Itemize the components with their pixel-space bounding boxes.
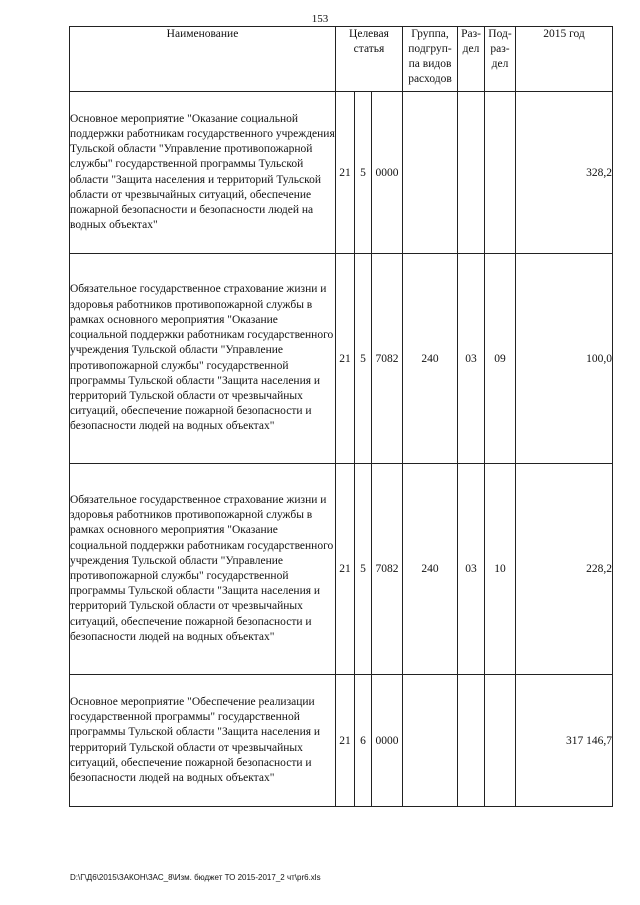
table-row xyxy=(70,675,613,807)
header-year: 2015 год xyxy=(516,27,613,92)
header-section: Раз-дел xyxy=(458,27,485,92)
row-code-program: 21 xyxy=(336,92,355,254)
row-code-subprogram: 5 xyxy=(355,254,372,464)
header-subsection: Под-раз-дел xyxy=(485,27,516,92)
table-row xyxy=(70,92,613,254)
row-amount: 100,0 xyxy=(516,254,613,464)
row-section xyxy=(458,675,485,807)
row-name: Основное мероприятие "Обеспечение реализации государственной программы" государственной программы Тульской области "Защита населения и территорий Тульской области от чрезвычайных ситуаций, обеспечение пожарной безопасности и безопасности людей на водных объектах" xyxy=(70,675,336,807)
table-row xyxy=(70,464,613,675)
header-group: Группа, подгруп-па видов расходов xyxy=(403,27,458,92)
row-code-direction: 0000 xyxy=(372,92,403,254)
row-amount: 317 146,7 xyxy=(516,675,613,807)
header-name: Наименование xyxy=(70,27,336,92)
table-header-row xyxy=(70,27,613,92)
row-section: 03 xyxy=(458,464,485,675)
row-group xyxy=(403,675,458,807)
row-section xyxy=(458,92,485,254)
footer-file-path: D:\Г\Д6\2015\ЗАКОН\ЗАС_8\Изм. бюджет ТО 2015-2017_2 чт\pr6.xls xyxy=(70,873,321,882)
header-target-article: Целевая статья xyxy=(336,27,403,92)
page-number: 153 xyxy=(311,13,329,25)
budget-table xyxy=(69,26,613,807)
row-code-program: 21 xyxy=(336,254,355,464)
row-subsection xyxy=(485,92,516,254)
row-name: Обязательное государственное страхование жизни и здоровья работников противопожарной службы в рамках основного мероприятия "Оказание социальной поддержки работникам государственного учреждения Тульской области "Управление противопожарной службы" государственной программы Тульской области "Защита населения и территорий Тульской области от чрезвычайных ситуаций, обеспечение пожарной безопасности и безопасности людей на водных объектах" xyxy=(70,254,336,464)
row-code-subprogram: 5 xyxy=(355,464,372,675)
row-subsection xyxy=(485,675,516,807)
row-code-subprogram: 5 xyxy=(355,92,372,254)
row-code-direction: 0000 xyxy=(372,675,403,807)
row-code-direction: 7082 xyxy=(372,254,403,464)
row-code-subprogram: 6 xyxy=(355,675,372,807)
row-amount: 328,2 xyxy=(516,92,613,254)
row-code-direction: 7082 xyxy=(372,464,403,675)
row-subsection: 10 xyxy=(485,464,516,675)
row-section: 03 xyxy=(458,254,485,464)
row-code-program: 21 xyxy=(336,464,355,675)
row-name: Обязательное государственное страхование жизни и здоровья работников противопожарной службы в рамках основного мероприятия "Оказание социальной поддержки работникам государственного учреждения Тульской области "Управление противопожарной службы" государственной программы Тульской области "Защита населения и территорий Тульской области от чрезвычайных ситуаций, обеспечение пожарной безопасности и безопасности людей на водных объектах" xyxy=(70,464,336,675)
table-row xyxy=(70,254,613,464)
row-amount: 228,2 xyxy=(516,464,613,675)
row-subsection: 09 xyxy=(485,254,516,464)
row-group: 240 xyxy=(403,254,458,464)
row-group: 240 xyxy=(403,464,458,675)
row-name: Основное мероприятие "Оказание социальной поддержки работникам государственного учреждения Тульской области "Управление противопожарной службы" государственной программы Тульской области "Защита населения и территорий Тульской области от чрезвычайных ситуаций, обеспечение пожарной безопасности и безопасности людей на водных объектах" xyxy=(70,92,336,254)
row-code-program: 21 xyxy=(336,675,355,807)
row-group xyxy=(403,92,458,254)
